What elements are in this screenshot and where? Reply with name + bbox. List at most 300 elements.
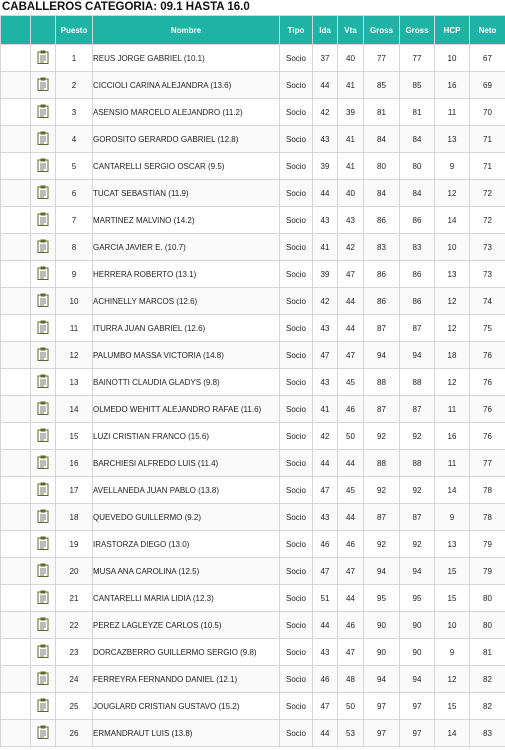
cell-gross1: 88 <box>364 369 400 396</box>
cell-nombre: GOROSITO GERARDO GABRIEL (12.8) <box>93 126 280 153</box>
row-blank-cell <box>1 342 31 369</box>
cell-gross1: 84 <box>364 126 400 153</box>
cell-nombre: REUS JORGE GABRIEL (10.1) <box>93 45 280 72</box>
cell-neto: 71 <box>470 126 505 153</box>
column-header-blank <box>1 16 31 45</box>
cell-ida: 47 <box>313 477 338 504</box>
scorecard-icon[interactable] <box>37 347 49 363</box>
scorecard-icon[interactable] <box>37 77 49 93</box>
column-header-neto[interactable]: Neto <box>470 16 505 45</box>
cell-vta: 42 <box>338 234 364 261</box>
cell-tipo: Socio <box>280 720 313 747</box>
scorecard-icon[interactable] <box>37 374 49 390</box>
cell-hcp: 9 <box>435 639 470 666</box>
row-icon-cell[interactable] <box>31 180 56 207</box>
cell-gross2: 87 <box>400 396 435 423</box>
table-row <box>1 396 505 423</box>
column-header-tipo[interactable]: Tipo <box>280 16 313 45</box>
column-header-puesto[interactable]: Puesto <box>56 16 93 45</box>
row-blank-cell <box>1 153 31 180</box>
cell-puesto: 14 <box>56 396 93 423</box>
scorecard-icon[interactable] <box>37 455 49 471</box>
row-blank-cell <box>1 396 31 423</box>
cell-ida: 46 <box>313 531 338 558</box>
cell-gross2: 97 <box>400 720 435 747</box>
cell-nombre: LUZI CRISTIAN FRANCO (15.6) <box>93 423 280 450</box>
scorecard-icon[interactable] <box>37 644 49 660</box>
row-blank-cell <box>1 72 31 99</box>
row-icon-cell[interactable] <box>31 666 56 693</box>
cell-ida: 43 <box>313 639 338 666</box>
cell-tipo: Socio <box>280 450 313 477</box>
cell-nombre: GARCIA JAVIER E. (10.7) <box>93 234 280 261</box>
cell-gross1: 94 <box>364 666 400 693</box>
cell-ida: 44 <box>313 72 338 99</box>
cell-vta: 46 <box>338 396 364 423</box>
cell-tipo: Socio <box>280 666 313 693</box>
cell-vta: 47 <box>338 342 364 369</box>
cell-nombre: ASENSIO MARCELO ALEJANDRO (11.2) <box>93 99 280 126</box>
cell-hcp: 15 <box>435 693 470 720</box>
cell-vta: 44 <box>338 288 364 315</box>
cell-tipo: Socio <box>280 585 313 612</box>
cell-neto: 82 <box>470 693 505 720</box>
cell-gross2: 92 <box>400 477 435 504</box>
cell-puesto: 8 <box>56 234 93 261</box>
cell-gross1: 86 <box>364 288 400 315</box>
scorecard-icon[interactable] <box>37 590 49 606</box>
cell-ida: 42 <box>313 288 338 315</box>
table-header-row <box>1 16 505 45</box>
cell-gross2: 94 <box>400 342 435 369</box>
cell-puesto: 5 <box>56 153 93 180</box>
cell-vta: 50 <box>338 423 364 450</box>
cell-hcp: 11 <box>435 450 470 477</box>
cell-vta: 46 <box>338 531 364 558</box>
cell-gross1: 92 <box>364 423 400 450</box>
cell-gross1: 87 <box>364 315 400 342</box>
cell-gross2: 88 <box>400 369 435 396</box>
cell-nombre: OLMEDO WEHITT ALEJANDRO RAFAE (11.6) <box>93 396 280 423</box>
cell-tipo: Socio <box>280 531 313 558</box>
cell-puesto: 3 <box>56 99 93 126</box>
scorecard-icon[interactable] <box>37 725 49 741</box>
cell-ida: 47 <box>313 693 338 720</box>
table-row <box>1 639 505 666</box>
cell-gross2: 94 <box>400 558 435 585</box>
cell-tipo: Socio <box>280 315 313 342</box>
cell-ida: 44 <box>313 720 338 747</box>
cell-nombre: ACHINELLY MARCOS (12.6) <box>93 288 280 315</box>
cell-hcp: 14 <box>435 477 470 504</box>
row-icon-cell[interactable] <box>31 99 56 126</box>
cell-nombre: ERMANDRAUT LUIS (13.8) <box>93 720 280 747</box>
row-blank-cell <box>1 450 31 477</box>
table-row <box>1 531 505 558</box>
cell-ida: 41 <box>313 396 338 423</box>
cell-hcp: 11 <box>435 396 470 423</box>
cell-neto: 74 <box>470 288 505 315</box>
cell-nombre: CICCIOLI CARINA ALEJANDRA (13.6) <box>93 72 280 99</box>
row-blank-cell <box>1 720 31 747</box>
cell-vta: 43 <box>338 207 364 234</box>
cell-neto: 83 <box>470 720 505 747</box>
scorecard-icon[interactable] <box>37 212 49 228</box>
cell-ida: 43 <box>313 315 338 342</box>
row-blank-cell <box>1 612 31 639</box>
table-row <box>1 693 505 720</box>
row-blank-cell <box>1 531 31 558</box>
column-header-gross[interactable]: Gross <box>364 16 400 45</box>
cell-gross1: 90 <box>364 612 400 639</box>
cell-gross2: 81 <box>400 99 435 126</box>
cell-neto: 76 <box>470 369 505 396</box>
cell-ida: 44 <box>313 450 338 477</box>
scorecard-icon[interactable] <box>37 428 49 444</box>
cell-gross2: 92 <box>400 423 435 450</box>
row-blank-cell <box>1 585 31 612</box>
cell-tipo: Socio <box>280 207 313 234</box>
row-icon-cell[interactable] <box>31 342 56 369</box>
scorecard-icon[interactable] <box>37 320 49 336</box>
cell-nombre: IRASTORZA DIEGO (13.0) <box>93 531 280 558</box>
cell-puesto: 6 <box>56 180 93 207</box>
cell-puesto: 19 <box>56 531 93 558</box>
cell-gross1: 94 <box>364 342 400 369</box>
table-row <box>1 504 505 531</box>
page-title: CABALLEROS CATEGORIA: 09.1 HASTA 16.0 <box>2 1 250 13</box>
column-header-vta[interactable]: Vta <box>338 16 364 45</box>
cell-neto: 67 <box>470 45 505 72</box>
row-blank-cell <box>1 477 31 504</box>
cell-gross1: 90 <box>364 639 400 666</box>
cell-nombre: FERREYRA FERNANDO DANIEL (12.1) <box>93 666 280 693</box>
row-blank-cell <box>1 558 31 585</box>
scorecard-icon[interactable] <box>37 509 49 525</box>
cell-neto: 70 <box>470 99 505 126</box>
row-icon-cell[interactable] <box>31 531 56 558</box>
row-icon-cell[interactable] <box>31 207 56 234</box>
cell-gross1: 81 <box>364 99 400 126</box>
scorecard-icon[interactable] <box>37 131 49 147</box>
cell-ida: 42 <box>313 99 338 126</box>
cell-puesto: 11 <box>56 315 93 342</box>
cell-puesto: 23 <box>56 639 93 666</box>
cell-gross1: 87 <box>364 504 400 531</box>
row-icon-cell[interactable] <box>31 126 56 153</box>
cell-gross2: 86 <box>400 207 435 234</box>
cell-gross2: 97 <box>400 693 435 720</box>
row-icon-cell[interactable] <box>31 288 56 315</box>
table-row <box>1 180 505 207</box>
cell-vta: 39 <box>338 99 364 126</box>
cell-gross1: 85 <box>364 72 400 99</box>
scorecard-icon[interactable] <box>37 563 49 579</box>
cell-nombre: HERRERA ROBERTO (13.1) <box>93 261 280 288</box>
cell-tipo: Socio <box>280 504 313 531</box>
cell-nombre: AVELLANEDA JUAN PABLO (13.8) <box>93 477 280 504</box>
cell-nombre: ITURRA JUAN GABRIEL (12.6) <box>93 315 280 342</box>
cell-gross1: 77 <box>364 45 400 72</box>
cell-gross1: 94 <box>364 558 400 585</box>
cell-vta: 41 <box>338 126 364 153</box>
scorecard-icon[interactable] <box>37 266 49 282</box>
cell-neto: 76 <box>470 396 505 423</box>
row-blank-cell <box>1 288 31 315</box>
row-icon-cell[interactable] <box>31 423 56 450</box>
row-icon-cell[interactable] <box>31 315 56 342</box>
cell-ida: 43 <box>313 369 338 396</box>
table-row <box>1 720 505 747</box>
row-icon-cell[interactable] <box>31 477 56 504</box>
cell-tipo: Socio <box>280 558 313 585</box>
cell-vta: 45 <box>338 369 364 396</box>
cell-vta: 47 <box>338 639 364 666</box>
cell-tipo: Socio <box>280 612 313 639</box>
cell-neto: 69 <box>470 72 505 99</box>
cell-gross2: 84 <box>400 126 435 153</box>
cell-ida: 51 <box>313 585 338 612</box>
row-blank-cell <box>1 234 31 261</box>
cell-hcp: 13 <box>435 531 470 558</box>
row-icon-cell[interactable] <box>31 504 56 531</box>
row-blank-cell <box>1 207 31 234</box>
table-row <box>1 423 505 450</box>
cell-neto: 82 <box>470 666 505 693</box>
scorecard-icon[interactable] <box>37 671 49 687</box>
row-blank-cell <box>1 423 31 450</box>
cell-hcp: 10 <box>435 612 470 639</box>
row-blank-cell <box>1 369 31 396</box>
row-blank-cell <box>1 99 31 126</box>
cell-vta: 40 <box>338 180 364 207</box>
cell-vta: 41 <box>338 72 364 99</box>
cell-nombre: MARTINEZ MALVINO (14.2) <box>93 207 280 234</box>
cell-puesto: 22 <box>56 612 93 639</box>
cell-puesto: 20 <box>56 558 93 585</box>
table-row <box>1 585 505 612</box>
cell-nombre: DORCAZBERRO GUILLERMO SERGIO (9.8) <box>93 639 280 666</box>
row-icon-cell[interactable] <box>31 45 56 72</box>
cell-hcp: 13 <box>435 126 470 153</box>
row-icon-cell[interactable] <box>31 450 56 477</box>
cell-puesto: 21 <box>56 585 93 612</box>
row-blank-cell <box>1 45 31 72</box>
row-icon-cell[interactable] <box>31 612 56 639</box>
scorecard-icon[interactable] <box>37 158 49 174</box>
cell-tipo: Socio <box>280 153 313 180</box>
cell-vta: 47 <box>338 261 364 288</box>
table-row <box>1 342 505 369</box>
cell-nombre: BAINOTTI CLAUDIA GLADYS (9.8) <box>93 369 280 396</box>
cell-ida: 44 <box>313 180 338 207</box>
table-row <box>1 99 505 126</box>
cell-gross2: 86 <box>400 261 435 288</box>
cell-hcp: 14 <box>435 207 470 234</box>
scorecard-icon[interactable] <box>37 239 49 255</box>
cell-gross2: 77 <box>400 45 435 72</box>
cell-gross1: 95 <box>364 585 400 612</box>
cell-puesto: 18 <box>56 504 93 531</box>
cell-gross2: 80 <box>400 153 435 180</box>
cell-puesto: 1 <box>56 45 93 72</box>
cell-hcp: 15 <box>435 585 470 612</box>
row-icon-cell[interactable] <box>31 720 56 747</box>
cell-gross2: 86 <box>400 288 435 315</box>
row-icon-cell[interactable] <box>31 72 56 99</box>
cell-hcp: 12 <box>435 369 470 396</box>
cell-hcp: 10 <box>435 234 470 261</box>
row-icon-cell[interactable] <box>31 234 56 261</box>
cell-ida: 39 <box>313 153 338 180</box>
row-icon-cell[interactable] <box>31 261 56 288</box>
cell-neto: 80 <box>470 585 505 612</box>
cell-hcp: 10 <box>435 45 470 72</box>
cell-neto: 76 <box>470 342 505 369</box>
column-header-gross-2[interactable]: Gross <box>400 16 435 45</box>
cell-nombre: JOUGLARD CRISTIAN GUSTAVO (15.2) <box>93 693 280 720</box>
cell-tipo: Socio <box>280 342 313 369</box>
cell-ida: 43 <box>313 126 338 153</box>
cell-hcp: 16 <box>435 423 470 450</box>
column-header-ida[interactable]: Ida <box>313 16 338 45</box>
cell-ida: 37 <box>313 45 338 72</box>
cell-tipo: Socio <box>280 396 313 423</box>
cell-puesto: 26 <box>56 720 93 747</box>
table-row <box>1 666 505 693</box>
cell-puesto: 4 <box>56 126 93 153</box>
row-icon-cell[interactable] <box>31 396 56 423</box>
row-blank-cell <box>1 315 31 342</box>
row-icon-cell[interactable] <box>31 369 56 396</box>
cell-puesto: 24 <box>56 666 93 693</box>
row-icon-cell[interactable] <box>31 585 56 612</box>
table-body <box>1 45 505 747</box>
scorecard-icon[interactable] <box>37 536 49 552</box>
cell-tipo: Socio <box>280 369 313 396</box>
cell-gross1: 87 <box>364 396 400 423</box>
cell-ida: 46 <box>313 666 338 693</box>
table-row <box>1 45 505 72</box>
table-row <box>1 315 505 342</box>
row-blank-cell <box>1 261 31 288</box>
cell-hcp: 9 <box>435 153 470 180</box>
cell-hcp: 12 <box>435 180 470 207</box>
row-icon-cell[interactable] <box>31 153 56 180</box>
cell-neto: 71 <box>470 153 505 180</box>
cell-ida: 39 <box>313 261 338 288</box>
row-icon-cell[interactable] <box>31 693 56 720</box>
cell-gross2: 94 <box>400 666 435 693</box>
cell-puesto: 7 <box>56 207 93 234</box>
cell-ida: 44 <box>313 612 338 639</box>
cell-tipo: Socio <box>280 234 313 261</box>
scorecard-icon[interactable] <box>37 104 49 120</box>
cell-gross2: 83 <box>400 234 435 261</box>
scorecard-icon[interactable] <box>37 482 49 498</box>
cell-neto: 79 <box>470 531 505 558</box>
cell-gross2: 84 <box>400 180 435 207</box>
cell-gross2: 95 <box>400 585 435 612</box>
results-table <box>0 15 505 747</box>
cell-puesto: 10 <box>56 288 93 315</box>
cell-vta: 46 <box>338 612 364 639</box>
cell-vta: 44 <box>338 504 364 531</box>
cell-gross2: 87 <box>400 315 435 342</box>
cell-nombre: PEREZ LAGLEYZE CARLOS (10.5) <box>93 612 280 639</box>
cell-tipo: Socio <box>280 45 313 72</box>
table-row <box>1 72 505 99</box>
row-icon-cell[interactable] <box>31 639 56 666</box>
row-icon-cell[interactable] <box>31 558 56 585</box>
cell-tipo: Socio <box>280 288 313 315</box>
cell-gross2: 88 <box>400 450 435 477</box>
cell-neto: 81 <box>470 639 505 666</box>
cell-hcp: 12 <box>435 666 470 693</box>
column-header-hcp[interactable]: HCP <box>435 16 470 45</box>
cell-ida: 43 <box>313 207 338 234</box>
cell-gross2: 92 <box>400 531 435 558</box>
scorecard-icon[interactable] <box>37 293 49 309</box>
cell-nombre: QUEVEDO GUILLERMO (9.2) <box>93 504 280 531</box>
scorecard-icon[interactable] <box>37 50 49 66</box>
cell-gross1: 80 <box>364 153 400 180</box>
column-header-nombre[interactable]: Nombre <box>93 16 280 45</box>
cell-ida: 41 <box>313 234 338 261</box>
cell-neto: 73 <box>470 234 505 261</box>
cell-vta: 44 <box>338 585 364 612</box>
cell-nombre: CANTARELLI MARIA LIDIA (12.3) <box>93 585 280 612</box>
cell-gross1: 92 <box>364 477 400 504</box>
cell-gross1: 86 <box>364 207 400 234</box>
cell-neto: 73 <box>470 261 505 288</box>
cell-ida: 47 <box>313 558 338 585</box>
row-blank-cell <box>1 693 31 720</box>
cell-vta: 44 <box>338 450 364 477</box>
row-blank-cell <box>1 666 31 693</box>
cell-vta: 48 <box>338 666 364 693</box>
cell-neto: 75 <box>470 315 505 342</box>
scorecard-icon[interactable] <box>37 617 49 633</box>
cell-vta: 47 <box>338 558 364 585</box>
cell-nombre: CANTARELLI SERGIO OSCAR (9.5) <box>93 153 280 180</box>
cell-hcp: 15 <box>435 558 470 585</box>
cell-vta: 53 <box>338 720 364 747</box>
cell-puesto: 12 <box>56 342 93 369</box>
scorecard-icon[interactable] <box>37 185 49 201</box>
table-row <box>1 288 505 315</box>
cell-gross1: 83 <box>364 234 400 261</box>
cell-gross1: 97 <box>364 693 400 720</box>
cell-vta: 40 <box>338 45 364 72</box>
scorecard-icon[interactable] <box>37 401 49 417</box>
cell-ida: 43 <box>313 504 338 531</box>
cell-tipo: Socio <box>280 639 313 666</box>
table-row <box>1 261 505 288</box>
cell-nombre: BARCHIESI ALFREDO LUIS (11.4) <box>93 450 280 477</box>
cell-tipo: Socio <box>280 72 313 99</box>
cell-gross1: 86 <box>364 261 400 288</box>
cell-gross2: 90 <box>400 612 435 639</box>
cell-gross2: 87 <box>400 504 435 531</box>
table-row <box>1 234 505 261</box>
cell-tipo: Socio <box>280 477 313 504</box>
cell-vta: 50 <box>338 693 364 720</box>
cell-puesto: 2 <box>56 72 93 99</box>
scorecard-icon[interactable] <box>37 698 49 714</box>
cell-ida: 47 <box>313 342 338 369</box>
cell-neto: 78 <box>470 504 505 531</box>
